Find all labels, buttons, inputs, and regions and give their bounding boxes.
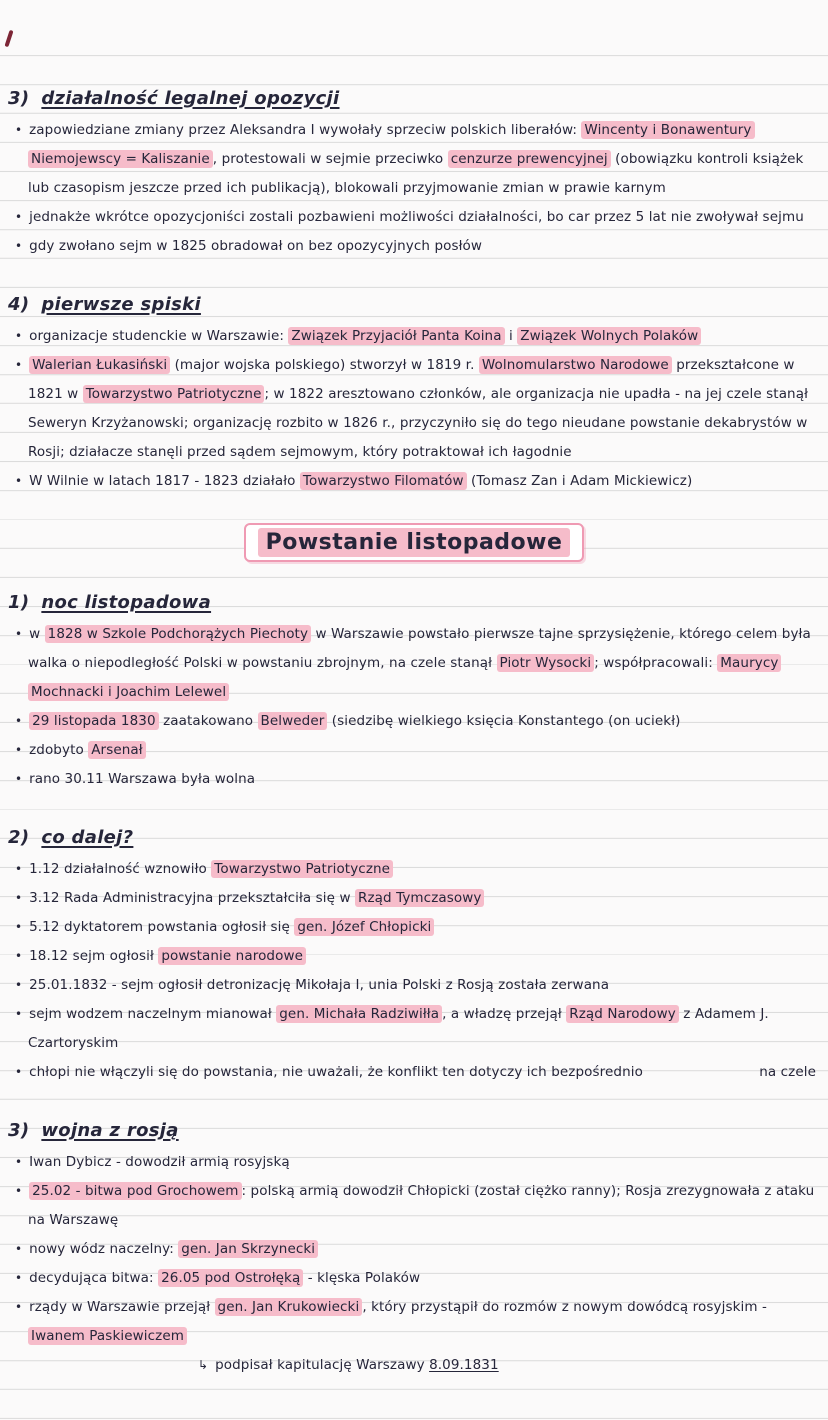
notes-sections-bottom xyxy=(8,588,820,1380)
bullet-marker: • xyxy=(15,1242,27,1256)
highlighted-text: Wincenty i Bonawentury Niemojewscy = Kaliszanie xyxy=(28,121,755,168)
highlighted-text: gen. Jan Krukowiecki xyxy=(215,1298,363,1316)
highlighted-text: Związek Wolnych Polaków xyxy=(517,327,701,345)
bullet-marker: • xyxy=(15,1271,27,1285)
note-text: - klęska Polaków xyxy=(303,1270,421,1286)
note-text: 1.12 działalność wznowiło xyxy=(29,861,212,877)
highlighted-text: Arsenał xyxy=(88,741,146,759)
note-line xyxy=(8,351,820,467)
note-line xyxy=(8,232,820,261)
highlighted-text: Maurycy Mochnacki i Joachim Lelewel xyxy=(28,654,781,701)
note-text: rządy w Warszawie przejął xyxy=(29,1299,215,1315)
section-heading xyxy=(8,1116,820,1145)
note-line xyxy=(8,1177,820,1235)
note-text: : polską armią dowodził Chłopicki (został ciężko ranny); Rosja zrezygnowała z ataku na Warszawę xyxy=(28,1183,815,1228)
bullet-marker: • xyxy=(15,862,27,876)
note-line xyxy=(8,203,820,232)
highlighted-text: Wolnomularstwo Narodowe xyxy=(479,356,672,374)
bullet-marker: • xyxy=(15,329,27,343)
highlighted-text: Związek Przyjaciół Panta Koina xyxy=(288,327,504,345)
note-line xyxy=(8,620,820,707)
note-text: , a władzę przejął xyxy=(442,1006,567,1022)
note-text: zaatakowano xyxy=(158,713,258,729)
highlighted-text: Walerian Łukasiński xyxy=(29,356,170,374)
note-text: gdy zwołano sejm w 1825 obradował on bez opozycyjnych posłów xyxy=(29,238,483,254)
note-text: 25.01.1832 - sejm ogłosił detronizację Mikołaja I, unia Polski z Rosją została zerwana xyxy=(29,977,610,993)
note-text: chłopi nie włączyli się do powstania, nie uważali, że konflikt ten dotyczy ich bezpośrednio xyxy=(29,1064,643,1080)
bullet-marker: • xyxy=(15,1007,27,1021)
heading-text: wojna z rosją xyxy=(41,1120,179,1141)
note-line xyxy=(8,467,820,496)
note-text: z Adamem J. Czartoryskim xyxy=(28,1006,769,1051)
note-line xyxy=(8,1058,820,1087)
highlighted-text: Towarzystwo Filomatów xyxy=(300,472,467,490)
note-text: 5.12 dyktatorem powstania ogłosił się xyxy=(29,919,295,935)
note-text: decydująca bitwa: xyxy=(29,1270,159,1286)
note-line xyxy=(8,1235,820,1264)
page-title-box xyxy=(244,523,585,562)
note-text: , protestowali w sejmie przeciwko xyxy=(212,151,448,167)
note-text: zdobyto xyxy=(29,742,89,758)
bullet-marker: • xyxy=(15,239,27,253)
heading-text: noc listopadowa xyxy=(41,592,212,613)
note-text: Iwan Dybicz - dowodził armią rosyjską xyxy=(29,1154,290,1170)
page-title-wrap xyxy=(8,523,820,562)
highlighted-text: gen. Józef Chłopicki xyxy=(294,918,434,936)
bullet-marker: • xyxy=(15,978,27,992)
sub-note-line xyxy=(198,1351,820,1380)
note-line xyxy=(8,884,820,913)
section-heading xyxy=(8,588,820,617)
highlighted-text: 1828 w Szkole Podchorążych Piechoty xyxy=(45,625,311,643)
highlighted-text: Rząd Narodowy xyxy=(566,1005,679,1023)
note-text: organizacje studenckie w Warszawie: xyxy=(29,328,289,344)
note-line xyxy=(8,971,820,1000)
note-text: i xyxy=(504,328,518,344)
note-text: ; w 1822 aresztowano członków, ale organizacja nie upadła - na jej czele stanął Seweryn Krzyżanowski; organizację rozbito w 1826 r., przyczyniło się do tego nieudane powstanie dekabrystów w Rosji; działacze stanęli przed sądem sejmowym, który potraktował ich łagodnie xyxy=(28,386,809,460)
note-text: 18.12 sejm ogłosił xyxy=(29,948,159,964)
note-text: jednakże wkrótce opozycjoniści zostali pozbawieni możliwości działalności, bo car przez 5 lat nie zwoływał sejmu xyxy=(29,209,804,225)
bullet-marker: • xyxy=(15,1065,27,1079)
note-text: przekształcone w 1821 w xyxy=(28,357,795,402)
note-line xyxy=(8,116,820,203)
note-line xyxy=(8,855,820,884)
note-text: w Warszawie powstało pierwsze tajne sprzysiężenie, którego celem była walka o niepodległość Polski w powstaniu zbrojnym, na czele stanął xyxy=(28,626,811,671)
page-title: Powstanie listopadowe xyxy=(258,528,571,557)
note-text: w xyxy=(29,626,45,642)
note-text: , który przystąpił do rozmów z nowym dowódcą rosyjskim - xyxy=(362,1299,767,1315)
highlighted-text: gen. Michała Radziwiłła xyxy=(276,1005,442,1023)
arrow-marker: ↳ xyxy=(198,1358,213,1372)
bullet-marker: • xyxy=(15,1184,27,1198)
note-text: 3.12 Rada Administracyjna przekształciła się w xyxy=(29,890,355,906)
note-line xyxy=(8,765,820,794)
highlighted-text: Towarzystwo Patriotyczne xyxy=(83,385,265,403)
heading-text: działalność legalnej opozycji xyxy=(41,88,340,109)
bullet-marker: • xyxy=(15,210,27,224)
highlighted-text: Rząd Tymczasowy xyxy=(355,889,485,907)
highlighted-text: Belweder xyxy=(258,712,328,730)
bullet-marker: • xyxy=(15,1300,27,1314)
heading-text: pierwsze spiski xyxy=(41,294,201,315)
bullet-marker: • xyxy=(15,358,27,372)
note-text: podpisał kapitulację Warszawy xyxy=(215,1357,430,1373)
bullet-marker: • xyxy=(15,891,27,905)
note-line xyxy=(8,1264,820,1293)
note-line xyxy=(8,736,820,765)
note-line xyxy=(8,913,820,942)
bullet-marker: • xyxy=(15,949,27,963)
note-line xyxy=(8,1293,820,1351)
notes-sections-top xyxy=(8,84,820,496)
heading-number: 3) xyxy=(8,1120,30,1141)
highlighted-text: 25.02 - bitwa pod Grochowem xyxy=(29,1182,241,1200)
heading-text: co dalej? xyxy=(41,827,134,848)
bullet-marker: • xyxy=(15,123,27,137)
note-text: ; współpracowali: xyxy=(594,655,718,671)
section-heading xyxy=(8,84,820,113)
corner-ink-mark xyxy=(4,30,13,47)
note-text: sejm wodzem naczelnym mianował xyxy=(29,1006,277,1022)
heading-number: 1) xyxy=(8,592,30,613)
bullet-marker: • xyxy=(15,920,27,934)
bullet-marker: • xyxy=(15,474,27,488)
highlighted-text: Towarzystwo Patriotyczne xyxy=(211,860,393,878)
note-text: W Wilnie w latach 1817 - 1823 działało xyxy=(29,473,300,489)
bullet-marker: • xyxy=(15,1155,27,1169)
highlighted-text: 26.05 pod Ostrołęką xyxy=(158,1269,303,1287)
note-line xyxy=(8,322,820,351)
section-heading xyxy=(8,823,820,852)
note-line xyxy=(8,942,820,971)
note-text: (obowiązku kontroli książek lub czasopism jeszcze przed ich publikacją), blokowali przyjmowanie zmian w prawie karnym xyxy=(28,151,804,196)
bullet-marker: • xyxy=(15,627,27,641)
note-text: 8.09.1831 xyxy=(429,1357,499,1373)
heading-number: 4) xyxy=(8,294,30,315)
note-text: rano 30.11 Warszawa była wolna xyxy=(29,771,256,787)
heading-number: 2) xyxy=(8,827,30,848)
note-text: (siedzibę wielkiego księcia Konstantego (on uciekł) xyxy=(327,713,681,729)
note-text: zapowiedziane zmiany przez Aleksandra I wywołały sprzeciw polskich liberałów: xyxy=(29,122,582,138)
note-line xyxy=(8,707,820,736)
bullet-marker: • xyxy=(15,772,27,786)
note-text: (major wojska polskiego) stworzył w 1819 r. xyxy=(170,357,479,373)
highlighted-text: gen. Jan Skrzynecki xyxy=(178,1240,318,1258)
note-text: nowy wódz naczelny: xyxy=(29,1241,179,1257)
note-text: (Tomasz Zan i Adam Mickiewicz) xyxy=(466,473,693,489)
bullet-marker: • xyxy=(15,714,27,728)
heading-number: 3) xyxy=(8,88,30,109)
highlighted-text: 29 listopada 1830 xyxy=(29,712,159,730)
note-line xyxy=(8,1000,820,1058)
section-heading xyxy=(8,290,820,319)
highlighted-text: Piotr Wysocki xyxy=(497,654,595,672)
note-line xyxy=(8,1148,820,1177)
bullet-marker: • xyxy=(15,743,27,757)
highlighted-text: cenzurze prewencyjnej xyxy=(448,150,611,168)
note-text: na czele xyxy=(759,1064,816,1080)
highlighted-text: powstanie narodowe xyxy=(158,947,306,965)
highlighted-text: Iwanem Paskiewiczem xyxy=(28,1327,187,1345)
